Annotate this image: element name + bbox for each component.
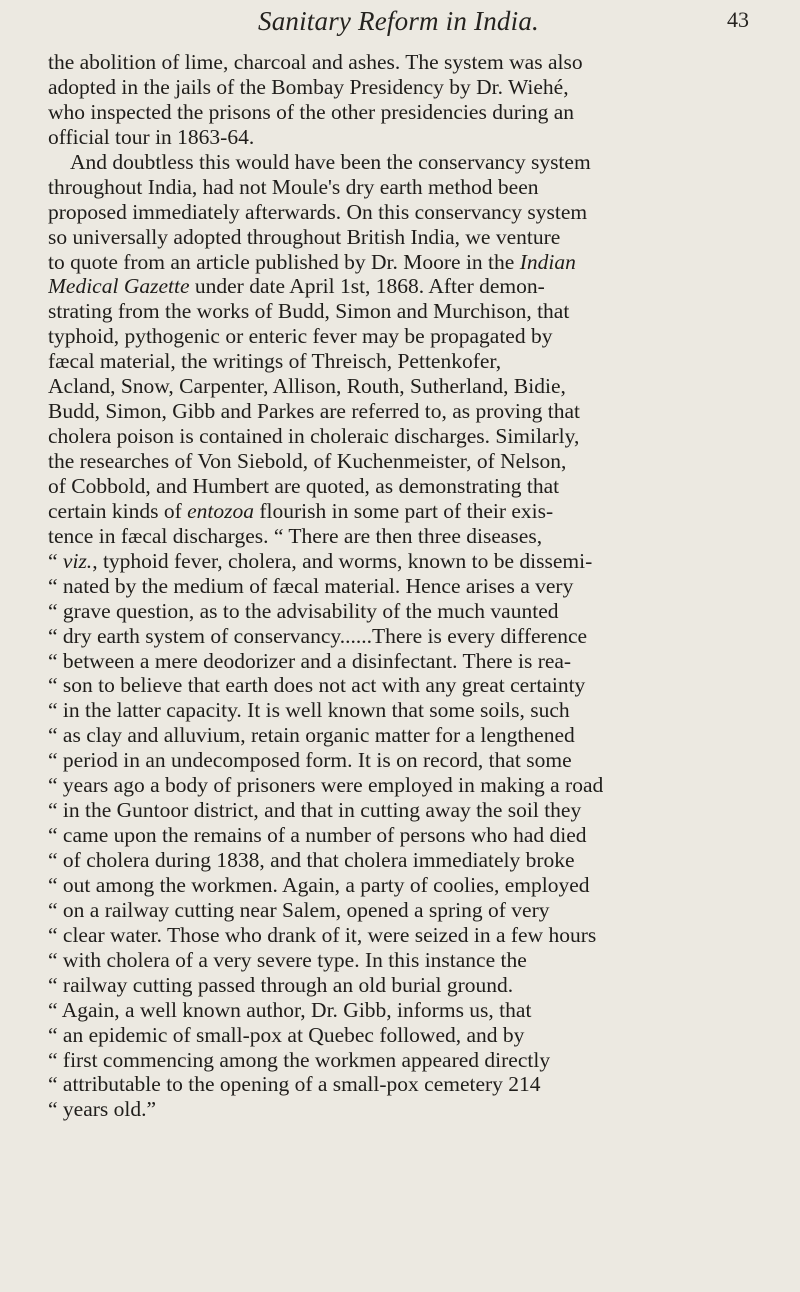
running-head: Sanitary Reform in India.	[258, 6, 539, 36]
text-line: “ railway cutting passed through an old burial ground.	[48, 972, 514, 997]
text-line: adopted in the jails of the Bombay Presidency by Dr. Wiehé,	[48, 74, 569, 99]
text-line: strating from the works of Budd, Simon and Murchison, that	[48, 299, 570, 324]
text-line: “ period in an undecomposed form. It is on record, that some	[48, 748, 572, 773]
text-line: Acland, Snow, Carpenter, Allison, Routh, Sutherland, Bidie,	[48, 374, 566, 399]
text-line: “ Again, a well known author, Dr. Gibb, informs us, that	[48, 997, 532, 1022]
text-line: proposed immediately afterwards. On this conservancy system	[48, 199, 588, 224]
text-line: who inspected the prisons of the other presidencies during an	[48, 99, 575, 124]
text-line: “ between a mere deodorizer and a disinfectant. There is rea-	[48, 648, 572, 673]
text-line: “ as clay and alluvium, retain organic matter for a lengthened	[48, 723, 575, 748]
text-line: “ clear water. Those who drank of it, were seized in a few hours	[48, 922, 597, 947]
text-line: of Cobbold, and Humbert are quoted, as demonstrating that	[48, 473, 560, 498]
text-line: Budd, Simon, Gibb and Parkes are referred to, as proving that	[48, 399, 580, 424]
text-fragment: under date April 1st, 1868. After demon-	[194, 274, 545, 299]
text-line: “ an epidemic of small-pox at Quebec followed, and by	[48, 1022, 525, 1047]
text-line: “ with cholera of a very severe type. In this instance the	[48, 947, 527, 972]
text-line: “ first commencing among the workmen appeared directly	[48, 1047, 551, 1072]
text-line: “ years ago a body of prisoners were employed in making a road	[48, 773, 604, 798]
text-line: official tour in 1863-64.	[48, 124, 255, 149]
text-line: “ nated by the medium of fæcal material. Hence arises a very	[48, 573, 574, 598]
text-line: “ dry earth system of conservancy......There is every difference	[48, 623, 588, 648]
journal-title-italic: Indian	[519, 249, 576, 274]
text-line	[48, 549, 758, 574]
text-line: “ attributable to the opening of a small-pox cemetery 214	[48, 1072, 541, 1097]
page-number: 43	[727, 7, 749, 32]
page-header	[0, 4, 800, 44]
text-line: “ out among the workmen. Again, a party of coolies, employed	[48, 872, 590, 897]
text-line: “ on a railway cutting near Salem, opened a spring of very	[48, 897, 550, 922]
text-line: “ son to believe that earth does not act with any great certainty	[48, 673, 586, 698]
viz-italic: viz.	[62, 548, 93, 573]
entozoa-italic: entozoa	[187, 498, 255, 523]
journal-title-italic: Medical Gazette	[48, 274, 190, 299]
text-line: typhoid, pythogenic or enteric fever may be propagated by	[48, 324, 553, 349]
text-line: “ in the latter capacity. It is well known that some soils, such	[48, 698, 570, 723]
text-line: fæcal material, the writings of Threisch, Pettenkofer,	[48, 349, 502, 374]
text-line	[48, 499, 758, 524]
text-fragment: “	[48, 548, 63, 573]
text-line: the researches of Von Siebold, of Kuchenmeister, of Nelson,	[48, 449, 567, 473]
text-line: so universally adopted throughout British India, we venture	[48, 224, 561, 249]
text-fragment: , typhoid fever, cholera, and worms, known to be dissemi-	[92, 548, 593, 573]
text-line: “ grave question, as to the advisability of the much vaunted	[48, 598, 559, 623]
text-line: “ came upon the remains of a number of persons who had died	[48, 823, 587, 848]
text-line: “ years old.”	[48, 1097, 157, 1122]
body-text	[48, 50, 758, 1122]
text-line: cholera poison is contained in choleraic discharges. Similarly,	[48, 424, 580, 449]
text-line: “ in the Guntoor district, and that in cutting away the soil they	[48, 798, 582, 823]
text-fragment: certain kinds of	[48, 498, 188, 523]
text-line: throughout India, had not Moule's dry earth method been	[48, 174, 539, 199]
text-line	[48, 274, 758, 299]
text-line	[48, 250, 758, 275]
text-line: tence in fæcal discharges. “ There are then three diseases,	[48, 523, 543, 548]
text-fragment: flourish in some part of their exis-	[254, 498, 554, 523]
text-line: the abolition of lime, charcoal and ashes. The system was also	[48, 50, 583, 74]
text-fragment: to quote from an article published by Dr. Moore in the	[48, 249, 520, 274]
text-line: “ of cholera during 1838, and that cholera immediately broke	[48, 848, 575, 872]
paragraph-start-line: And doubtless this would have been the conservancy system	[70, 149, 591, 174]
